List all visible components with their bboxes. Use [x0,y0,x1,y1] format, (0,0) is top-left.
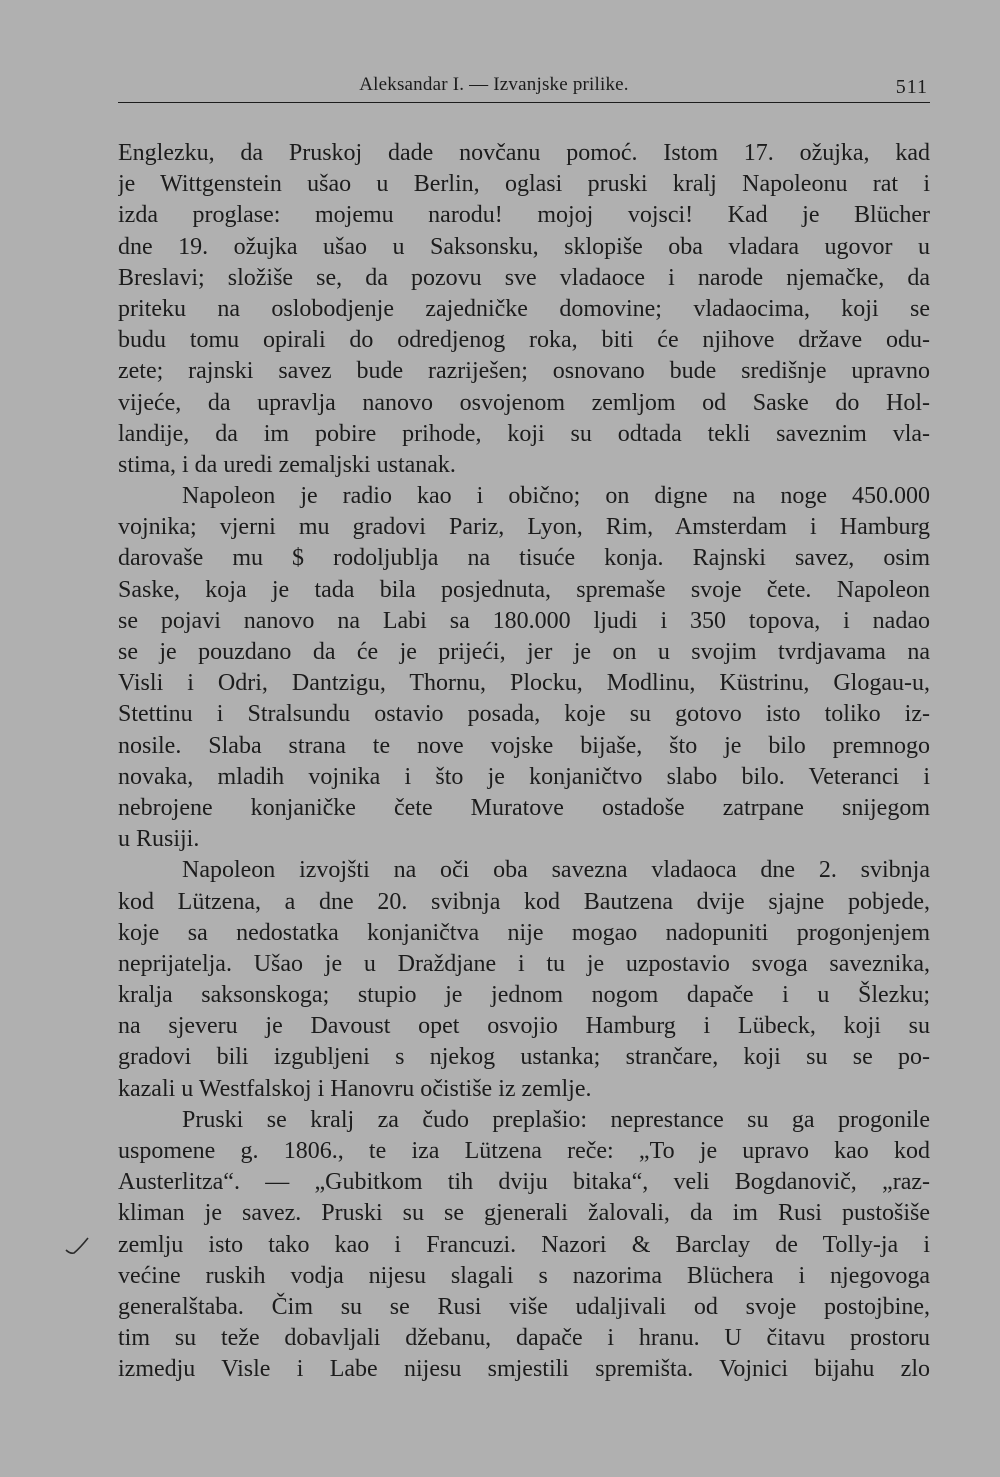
text-line: većine ruskih vodja nijesu slagali s nazorima Blüchera i njegovoga [118,1262,930,1289]
text-line: Napoleon je radio kao i obično; on digne na noge 450.000 [182,483,930,510]
text-line: novaka, mladih vojnika i što je konjaničtvo slabo bilo. Veteranci i [118,763,930,790]
text-line: kralja saksonskoga; stupio je jednom nogom dapače i u Šlezku; [118,982,930,1009]
text-line: Saske, koja je tada bila posjednuta, spremaše svoje čete. Napoleon [118,576,930,603]
text-line: landije, da im pobire prihode, koji su odtada tekli saveznim vla- [118,420,930,447]
text-line: vijeće, da upravlja nanovo osvojenom zemljom od Saske do Hol- [118,389,930,416]
text-line: Stettinu i Stralsundu ostavio posada, koje su gotovo isto toliko iz- [118,701,930,728]
page-header [118,72,930,102]
text-line: je Wittgenstein ušao u Berlin, oglasi pruski kralj Napoleonu rat i [118,171,930,198]
text-line: Englezku, da Pruskoj dade novčanu pomoć. Istom 17. ožujka, kad [118,140,930,166]
text-line: se je pouzdano da će je prijeći, jer je on u svojim tvrdjavama na [118,639,930,665]
text-line: budu tomu opirali do odredjenog roka, biti će njihove države odu- [118,327,930,354]
text-line: nosile. Slaba strana te nove vojske bijaše, što je bilo premnogo [118,732,930,759]
header-rule [118,102,930,103]
text-line: darovaše mu $ rodoljublja na tisuće konja. Rajnski savez, osim [118,545,930,572]
text-line: Austerlitza“. — „Gubitkom tih dviju bitaka“, veli Bogdanovič, „raz- [118,1169,930,1196]
text-line: zemlju isto tako kao i Francuzi. Nazori & Barclay de Tolly-ja i [118,1231,930,1258]
text-line: koje sa nedostatka konjaničtva nije mogao nadopuniti progonjenjem [118,919,930,946]
text-line: Breslavi; složiše se, da pozovu sve vladaoce i narode njemačke, da [118,264,930,291]
text-line: stima, i da uredi zemaljski ustanak. [118,451,456,478]
text-line: kazali u Westfalskoj i Hanovru očistiše iz zemlje. [118,1075,592,1102]
text-line: se pojavi nanovo na Labi sa 180.000 ljudi i 350 topova, i nadao [118,607,930,634]
text-line: Napoleon izvojšti na oči oba savezna vladaoca dne 2. svibnja [182,857,930,884]
text-line: nebrojene konjaničke čete Muratove ostadoše zatrpane snijegom [118,794,930,821]
text-line: generalštaba. Čim su se Rusi više udaljivali od svoje postojbine, [118,1293,930,1320]
text-line: uspomene g. 1806., te iza Lützena reče: „To je upravo kao kod [118,1138,930,1164]
text-line: kliman je savez. Pruski su se gjenerali žalovali, da im Rusi pustošiše [118,1200,930,1227]
text-line: vojnika; vjerni mu gradovi Pariz, Lyon, Rim, Amsterdam i Hamburg [118,514,930,541]
text-line: priteku na oslobodjenje zajedničke domovine; vladaocima, koji se [118,295,930,322]
page-number: 511 [895,76,928,98]
text-line: Pruski se kralj za čudo preplašio: neprestance su ga progonile [182,1106,930,1133]
text-line: na sjeveru je Davoust opet osvojio Hamburg i Lübeck, koji su [118,1013,930,1040]
text-line: dne 19. ožujka ušao u Saksonsku, sklopiše oba vladara ugovor u [118,233,930,260]
body-text [118,138,930,1386]
text-line: neprijatelja. Ušao je u Draždjane i tu je uzpostavio svoga saveznika, [118,950,930,977]
text-line: u Rusiji. [118,826,200,853]
text-line: izda proglase: mojemu narodu! mojoj vojsci! Kad je Blücher [118,202,930,229]
text-line: izmedju Visle i Labe nijesu smjestili spremišta. Vojnici bijahu zlo [118,1356,930,1383]
text-line: zete; rajnski savez bude razriješen; osnovano bude središnje upravno [118,358,930,385]
text-line: Visli i Odri, Dantzigu, Thornu, Plocku, Modlinu, Küstrinu, Glogau-u, [118,670,930,697]
text-line: kod Lützena, a dne 20. svibnja kod Bautzena dvije sjajne pobjede, [118,888,930,915]
margin-check-mark [62,1232,92,1262]
text-line: gradovi bili izgubljeni s njekog ustanka; strančare, koji su se po- [118,1044,930,1071]
running-head: Aleksandar I. — Izvanjske prilike. [359,74,629,95]
text-line: tim su teže dobavljali džebanu, dapače i hranu. U čitavu prostoru [118,1325,930,1352]
